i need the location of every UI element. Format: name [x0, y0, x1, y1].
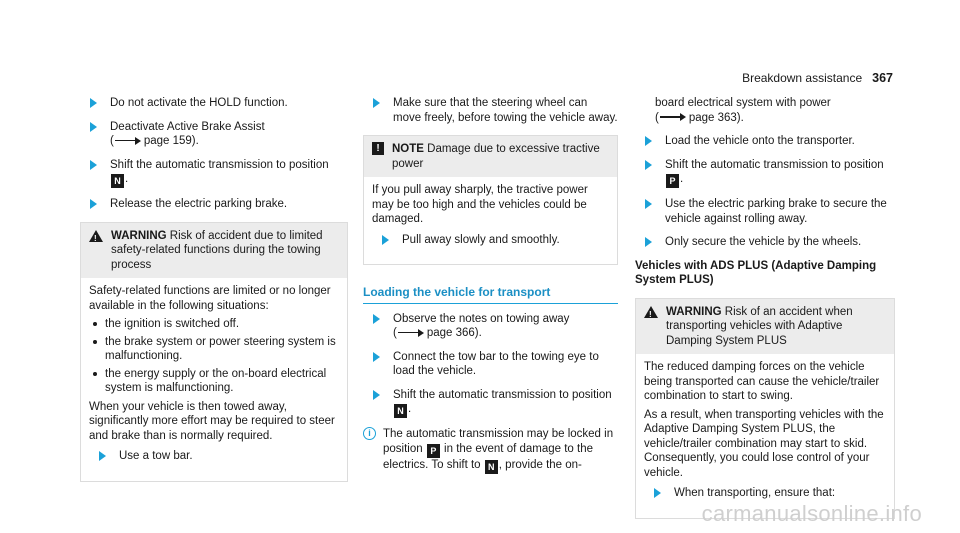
step-text: Use the electric parking brake to secure the vehicle against rolling away.: [665, 198, 887, 225]
step-arrow-icon: [99, 451, 106, 461]
warning-text: The reduced damping forces on the vehicle being transported can cause the vehicle/trailer combination to start to swing.: [644, 361, 880, 402]
subheading: Vehicles with ADS PLUS (Adaptive Damping System PLUS): [635, 259, 877, 286]
step-arrow-icon: [90, 98, 97, 108]
page-reference[interactable]: ( page 159).: [110, 135, 199, 147]
step-text: Pull away slowly and smoothly.: [402, 233, 560, 246]
reference-arrow-icon: [115, 137, 141, 145]
note-box: [363, 135, 618, 265]
note-header: [364, 136, 617, 177]
warning-body: [636, 354, 894, 518]
step-arrow-icon: [373, 352, 380, 362]
step-arrow-icon: [373, 314, 380, 324]
page-reference[interactable]: ( page 366).: [393, 327, 482, 339]
warning-title: Risk of an accident when transporting vehicles with Adaptive Damping System PLUS: [666, 305, 853, 347]
warning-body: [81, 278, 347, 481]
instruction-step: [372, 233, 609, 248]
warning-box: [80, 222, 348, 482]
warning-header: [636, 299, 894, 355]
watermark: carmanualsonline.info: [701, 500, 922, 526]
instruction-step: [80, 120, 348, 149]
gear-p-icon: P: [666, 174, 679, 188]
section-heading: Loading the vehicle for transport: [363, 285, 618, 304]
step-arrow-icon: [645, 160, 652, 170]
instruction-step: [635, 235, 895, 250]
instruction-step: [80, 96, 348, 111]
instruction-step: [363, 350, 618, 379]
step-text: Make sure that the steering wheel can move freely, before towing the vehicle away.: [393, 97, 618, 124]
warning-box: [635, 298, 895, 519]
warning-triangle-icon: !: [89, 230, 103, 242]
step-text: Do not activate the HOLD function.: [110, 97, 288, 109]
warning-text: When your vehicle is then towed away, significantly more effort may be required to steer and brake than is normally required.: [89, 400, 335, 442]
step-arrow-icon: [373, 98, 380, 108]
step-text: Deactivate Active Brake Assist: [110, 120, 265, 133]
instruction-step: [363, 312, 618, 341]
list-item: the ignition is switched off.: [89, 317, 339, 332]
warning-label: WARNING: [666, 305, 722, 318]
warning-title: Risk of accident due to limited safety-related functions during the towing process: [111, 229, 323, 271]
step-text: Observe the notes on towing away: [393, 312, 570, 325]
step-arrow-icon: [90, 199, 97, 209]
reference-arrow-icon: [660, 113, 686, 121]
instruction-step: [80, 197, 348, 212]
gear-n-icon: N: [485, 460, 498, 474]
step-arrow-icon: [645, 199, 652, 209]
note-text: If you pull away sharply, the tractive power may be too high and the vehicles could be damaged.: [372, 184, 588, 225]
continued-text: board electrical system with power ( page 363).: [655, 97, 831, 124]
gear-n-icon: N: [394, 404, 407, 418]
list-item: the energy supply or the on-board electrical system is malfunctioning.: [89, 367, 339, 396]
warning-label: WARNING: [111, 229, 167, 242]
warning-triangle-icon: !: [644, 306, 658, 318]
note-title: Damage due to excessive tractive power: [392, 143, 600, 170]
step-arrow-icon: [90, 122, 97, 132]
step-text: Only secure the vehicle by the wheels.: [665, 236, 862, 248]
column-3: [635, 96, 895, 519]
page-reference[interactable]: ( page 363).: [655, 111, 744, 124]
note-body: [364, 177, 617, 264]
step-text: Shift the automatic transmission to position: [393, 388, 612, 401]
instruction-step: [89, 449, 339, 464]
step-text: Load the vehicle onto the transporter.: [665, 135, 855, 147]
column-2: [363, 96, 618, 482]
instruction-step: [635, 134, 895, 149]
step-arrow-icon: [654, 488, 661, 498]
gear-p-icon: P: [427, 444, 440, 458]
step-text: Release the electric parking brake.: [110, 198, 288, 210]
instruction-step: Shift the automatic transmission to position P .: [635, 158, 895, 189]
step-text: Shift the automatic transmission to position: [110, 158, 329, 171]
step-arrow-icon: [382, 235, 389, 245]
instruction-step: [644, 486, 886, 501]
page-number: 367: [872, 71, 893, 85]
instruction-step: Shift the automatic transmission to position N .: [363, 388, 618, 419]
instruction-step: [635, 197, 895, 226]
instruction-step: [363, 96, 618, 125]
instruction-step: Shift the automatic transmission to position N .: [80, 158, 348, 189]
step-arrow-icon: [645, 237, 652, 247]
reference-arrow-icon: [398, 329, 424, 337]
step-arrow-icon: [90, 160, 97, 170]
note-label: NOTE: [392, 143, 424, 155]
column-1: [80, 96, 348, 482]
warning-text: As a result, when transporting vehicles with the Adaptive Damping System PLUS, the vehicle/trailer combination may start to skid. Consequently, you could lose control of your vehicle.: [644, 408, 884, 479]
step-text: When transporting, ensure that:: [674, 487, 836, 499]
step-text: Use a tow bar.: [119, 450, 193, 462]
info-icon: i: [363, 427, 376, 440]
gear-n-icon: N: [111, 174, 124, 188]
step-text: Shift the automatic transmission to position: [665, 158, 884, 171]
warning-bullet-list: [89, 317, 339, 396]
section-title-header: Breakdown assistance: [742, 71, 863, 85]
step-arrow-icon: [645, 136, 652, 146]
warning-header: [81, 223, 347, 279]
exclamation-icon: !: [372, 142, 384, 155]
info-note: i The automatic transmission may be locked in position P in the event of damage to the electrics. To shift to N , provide the on-: [363, 427, 618, 474]
step-text: Connect the tow bar to the towing eye to load the vehicle.: [393, 350, 599, 377]
page-header: [742, 71, 893, 86]
list-item: the brake system or power steering system is malfunctioning.: [89, 335, 339, 364]
warning-intro: Safety-related functions are limited or no longer available in the following situations:: [89, 285, 331, 312]
step-arrow-icon: [373, 390, 380, 400]
